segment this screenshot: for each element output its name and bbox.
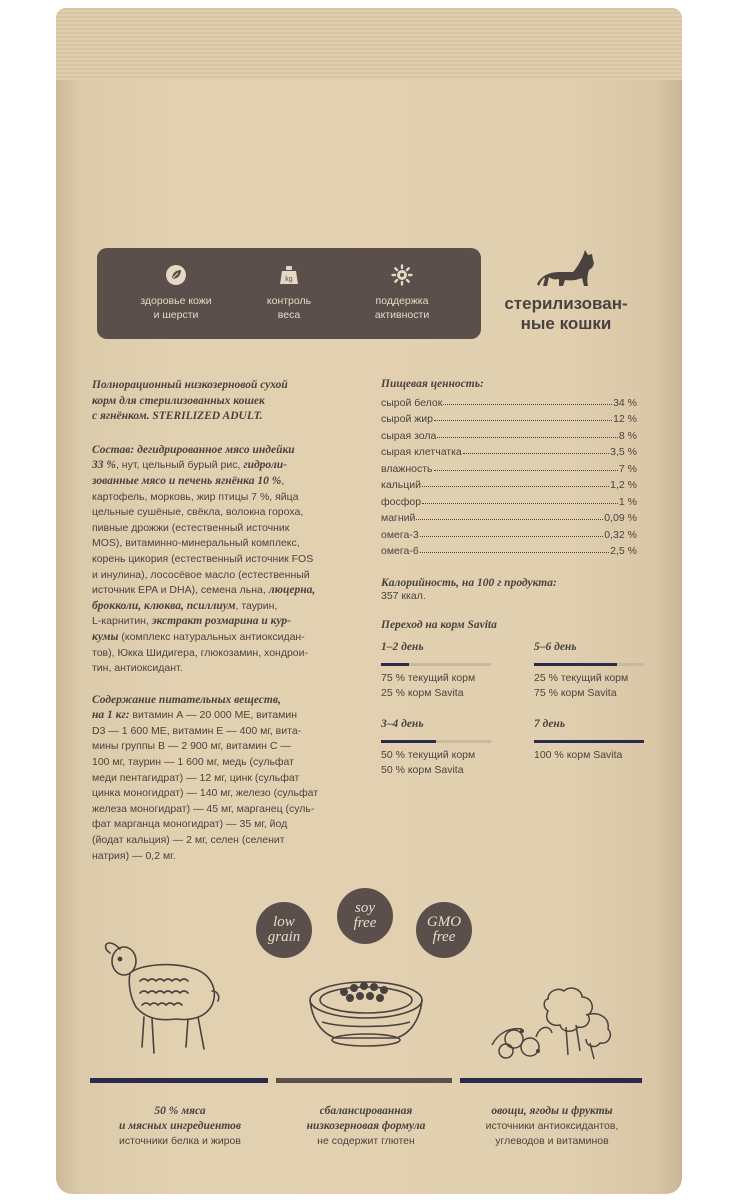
plain-text: , таурин,: [235, 599, 278, 612]
badge-text: GMO: [426, 914, 462, 930]
plain-text: тин, антиоксидант.: [92, 662, 183, 675]
feature-subtitle: углеводов и витаминов: [495, 1135, 609, 1147]
benefit-label: поддержка: [375, 295, 429, 307]
nutrient-name: магний: [381, 512, 416, 524]
day-line: 50 % текущий корм: [381, 749, 476, 761]
day-line: 75 % корм Savita: [534, 687, 617, 699]
transition-title: Переход на корм Savita: [381, 618, 497, 631]
benefits-panel: [97, 248, 481, 339]
feature-divider: [276, 1078, 452, 1083]
day-progress-bar: [534, 663, 644, 666]
nutrient-value: 1 %: [618, 495, 637, 508]
plain-text: витамин А — 20 000 МЕ, витамин: [132, 709, 298, 722]
nutrition-row: [381, 409, 637, 426]
nutrient-name: омега-3: [381, 528, 419, 541]
nutrient-value: 0,09 %: [604, 512, 637, 524]
day-line: 25 % корм Savita: [381, 687, 464, 699]
feature-formula: [276, 1104, 456, 1149]
text-line: [92, 661, 360, 677]
plain-text: меди пентагидрат) — 12 мг, цинк (сульфат: [92, 771, 300, 784]
text-line: [92, 583, 360, 599]
text-line: [92, 771, 360, 787]
plain-text: ,: [281, 474, 285, 487]
feature-subtitle: источники белка и жиров: [119, 1135, 241, 1147]
plain-text: картофель, морковь, жир птицы 7 %, яйца: [92, 490, 299, 503]
feature-divider: [90, 1078, 268, 1083]
intro-line: корм для стерилизованных кошек: [92, 394, 265, 407]
text-line: [92, 599, 360, 615]
category-title: стерилизован-: [504, 294, 628, 313]
day-progress-fill: [381, 663, 409, 666]
nutrient-name: сырая клетчатка: [381, 446, 462, 458]
calories-title: Калорийность, на 100 г продукта:: [381, 577, 557, 589]
bold-text: экстракт розмарина и кур-: [151, 615, 291, 628]
badge-text: soy: [354, 900, 375, 916]
text-line: [92, 474, 360, 490]
leader-dots: [422, 486, 609, 487]
plain-text: , нут, цельный бурый рис,: [115, 459, 244, 472]
text-line: [92, 552, 360, 568]
day-progress-bar: [534, 740, 644, 743]
benefit-activity: [347, 264, 457, 322]
left-column: [92, 378, 360, 864]
feature-title: овощи, ягоды и фрукты: [491, 1105, 613, 1117]
nutrients-text: [92, 693, 360, 865]
day-title: 3–4 день: [381, 718, 424, 730]
text-line: [92, 739, 360, 755]
category-title: ные кошки: [520, 314, 612, 333]
text-line: [92, 833, 360, 849]
nutrition-row: [381, 475, 637, 492]
plain-text: корень цикория (естественный источник FOS: [92, 552, 314, 565]
leaf-icon: [165, 264, 187, 286]
vegetables-fruits-icon: [488, 985, 618, 1060]
weight-icon: [278, 264, 300, 286]
feature-subtitle: не содержит глютен: [317, 1135, 415, 1147]
nutrient-value: 1,2 %: [610, 479, 637, 491]
plain-text: железа моногидрат) — 45 мг, марганец (суль-: [92, 802, 315, 815]
nutrition-table: [381, 392, 637, 557]
day-title: 1–2 день: [381, 641, 424, 653]
text-line: [92, 536, 360, 552]
text-line: [92, 505, 360, 521]
plain-text: 100 мг, таурин — 1 600 мг, медь (сульфат: [92, 756, 294, 769]
text-line: [92, 490, 360, 506]
nutrition-row: [381, 458, 637, 475]
feature-divider: [460, 1078, 642, 1083]
plain-text: источник EPA и DHA), семена льна,: [92, 584, 269, 597]
intro-line: Полнорационный низкозерновой сухой: [92, 379, 288, 391]
text-line: [92, 755, 360, 771]
nutrition-row: [381, 491, 637, 508]
day-line: 25 % текущий корм: [534, 672, 629, 684]
text-line: [92, 724, 360, 740]
nutrition-row: [381, 442, 637, 459]
bag-seal: [56, 8, 682, 80]
plain-text: MOS), витаминно-минеральный комплекс,: [92, 537, 300, 550]
plain-text: мины группы В — 2 900 мг, витамин С —: [92, 740, 291, 753]
bold-text: зованные мясо и печень ягнёнка 10 %: [92, 474, 282, 487]
feature-subtitle: источники антиоксидантов,: [485, 1120, 619, 1132]
leader-dots: [463, 453, 609, 454]
day-progress-fill: [534, 740, 644, 743]
calories-value: 357 ккал.: [381, 590, 426, 602]
transition-day: [381, 717, 491, 778]
leader-dots: [420, 536, 604, 537]
nutrient-name: сырая зола: [381, 429, 437, 442]
soy-free-badge: [337, 888, 393, 944]
feature-meat: [90, 1104, 270, 1149]
text-line: [92, 817, 360, 833]
nutrient-value: 8 %: [618, 429, 637, 442]
benefit-label: активности: [374, 309, 430, 321]
benefit-label: здоровье кожи: [140, 295, 212, 307]
benefit-label: веса: [277, 309, 301, 321]
nutrient-name: сырой жир: [381, 413, 433, 425]
transition-day: [534, 717, 644, 763]
nutrition-row: [381, 425, 637, 442]
nutrient-value: 0,32 %: [604, 528, 637, 541]
feature-title: 50 % мяса: [154, 1105, 206, 1117]
badge-text: free: [353, 915, 377, 931]
text-line: [92, 443, 360, 459]
plain-text: натрия) — 0,2 мг.: [92, 849, 176, 862]
plain-text: пивные дрожжи (естественный источник: [92, 521, 290, 534]
plain-text: цельные сушёные, свёкла, волокна гороха,: [92, 506, 304, 519]
text-line: [92, 646, 360, 662]
bold-text: брокколи, клюква, псиллиум: [92, 599, 236, 612]
badge-text: low: [273, 914, 295, 930]
bold-text: кумы: [92, 630, 119, 643]
cat-icon: [533, 248, 599, 288]
gmo-free-badge: [416, 902, 472, 958]
nutrient-name: омега-6: [381, 545, 419, 557]
day-progress-bar: [381, 663, 491, 666]
feature-title: и мясных ингредиентов: [118, 1120, 242, 1132]
benefit-label: и шерсти: [153, 309, 199, 321]
intro-line: с ягнёнком. STERILIZED ADULT.: [92, 410, 263, 423]
right-column: [381, 378, 637, 631]
text-line: [92, 458, 360, 474]
text-line: [92, 849, 360, 865]
svg-text:kg: kg: [285, 276, 293, 283]
benefit-weight-control: [234, 264, 344, 322]
day-line: 50 % корм Savita: [381, 764, 464, 776]
nutrition-row: [381, 392, 637, 409]
plain-text: фат марганца моногидрат) — 35 мг, йод: [92, 818, 288, 831]
nutrient-value: 34 %: [613, 396, 637, 409]
day-title: 5–6 день: [534, 641, 577, 653]
nutrient-name: сырой белок: [381, 396, 443, 409]
plain-text: (комплекс натуральных антиоксидан-: [118, 630, 305, 643]
leader-dots: [434, 420, 612, 421]
lamb-icon: [100, 935, 225, 1060]
text-line: [92, 802, 360, 818]
nutrition-row: [381, 541, 637, 558]
nutrient-value: 12 %: [613, 413, 637, 425]
day-progress-fill: [381, 740, 436, 743]
feature-title: сбалансированная: [319, 1105, 413, 1117]
nutrition-title: Пищевая ценность:: [381, 378, 484, 390]
text-line: [92, 693, 360, 709]
feature-vegetables: [460, 1104, 644, 1149]
text-line: [92, 521, 360, 537]
bold-text: Состав: дегидрированное мясо индейки: [92, 443, 295, 456]
plain-text: D3 — 1 600 МЕ, витамин Е — 400 мг, вита-: [92, 724, 302, 737]
bold-text: гидроли-: [243, 459, 288, 472]
category-block: [496, 248, 636, 334]
nutrient-value: 2,5 %: [610, 545, 637, 557]
text-line: [92, 568, 360, 584]
day-line: 75 % текущий корм: [381, 672, 476, 684]
leader-dots: [434, 470, 618, 471]
bold-text: Содержание питательных веществ,: [92, 693, 281, 706]
leader-dots: [422, 503, 618, 504]
leader-dots: [437, 437, 618, 438]
day-progress-bar: [381, 740, 491, 743]
nutrient-name: кальций: [381, 479, 422, 491]
benefit-label: контроль: [266, 295, 312, 307]
plain-text: (йодат кальция) — 2 мг, селен (селенит: [92, 834, 285, 847]
day-progress-fill: [534, 663, 617, 666]
badge-text: free: [432, 929, 456, 945]
sun-gear-icon: [391, 264, 413, 286]
leader-dots: [443, 404, 612, 405]
feature-title: низкозерновая формула: [306, 1120, 426, 1132]
text-line: [92, 708, 360, 724]
low-grain-badge: [256, 902, 312, 958]
nutrient-name: влажность: [381, 462, 433, 475]
leader-dots: [416, 519, 603, 520]
transition-day: [534, 640, 644, 701]
bold-text: 33 %: [92, 459, 116, 472]
plain-text: L-карнитин,: [92, 615, 152, 628]
text-line: [92, 614, 360, 630]
badge-text: grain: [267, 929, 301, 945]
nutrient-value: 3,5 %: [610, 446, 637, 458]
benefit-skin-coat: [121, 264, 231, 322]
text-line: [92, 786, 360, 802]
transition-day: [381, 640, 491, 701]
food-bowl-icon: [302, 962, 430, 1052]
bold-text: на 1 кг:: [92, 709, 133, 722]
nutrient-value: 7 %: [618, 462, 637, 475]
day-line: 100 % корм Savita: [534, 749, 623, 761]
plain-text: тов), Юкка Шидигера, глюкозамин, хондрои-: [92, 646, 308, 659]
bold-text: люцерна,: [268, 584, 316, 597]
leader-dots: [420, 552, 609, 553]
text-line: [92, 630, 360, 646]
plain-text: и инулина), лососёвое масло (естественный: [92, 568, 310, 581]
composition-text: [92, 443, 360, 677]
nutrition-row: [381, 524, 637, 541]
nutrition-row: [381, 508, 637, 525]
nutrient-name: фосфор: [381, 495, 422, 508]
day-title: 7 день: [534, 718, 566, 730]
plain-text: цинка моногидрат) — 140 мг, железо (сульфат: [92, 787, 319, 800]
